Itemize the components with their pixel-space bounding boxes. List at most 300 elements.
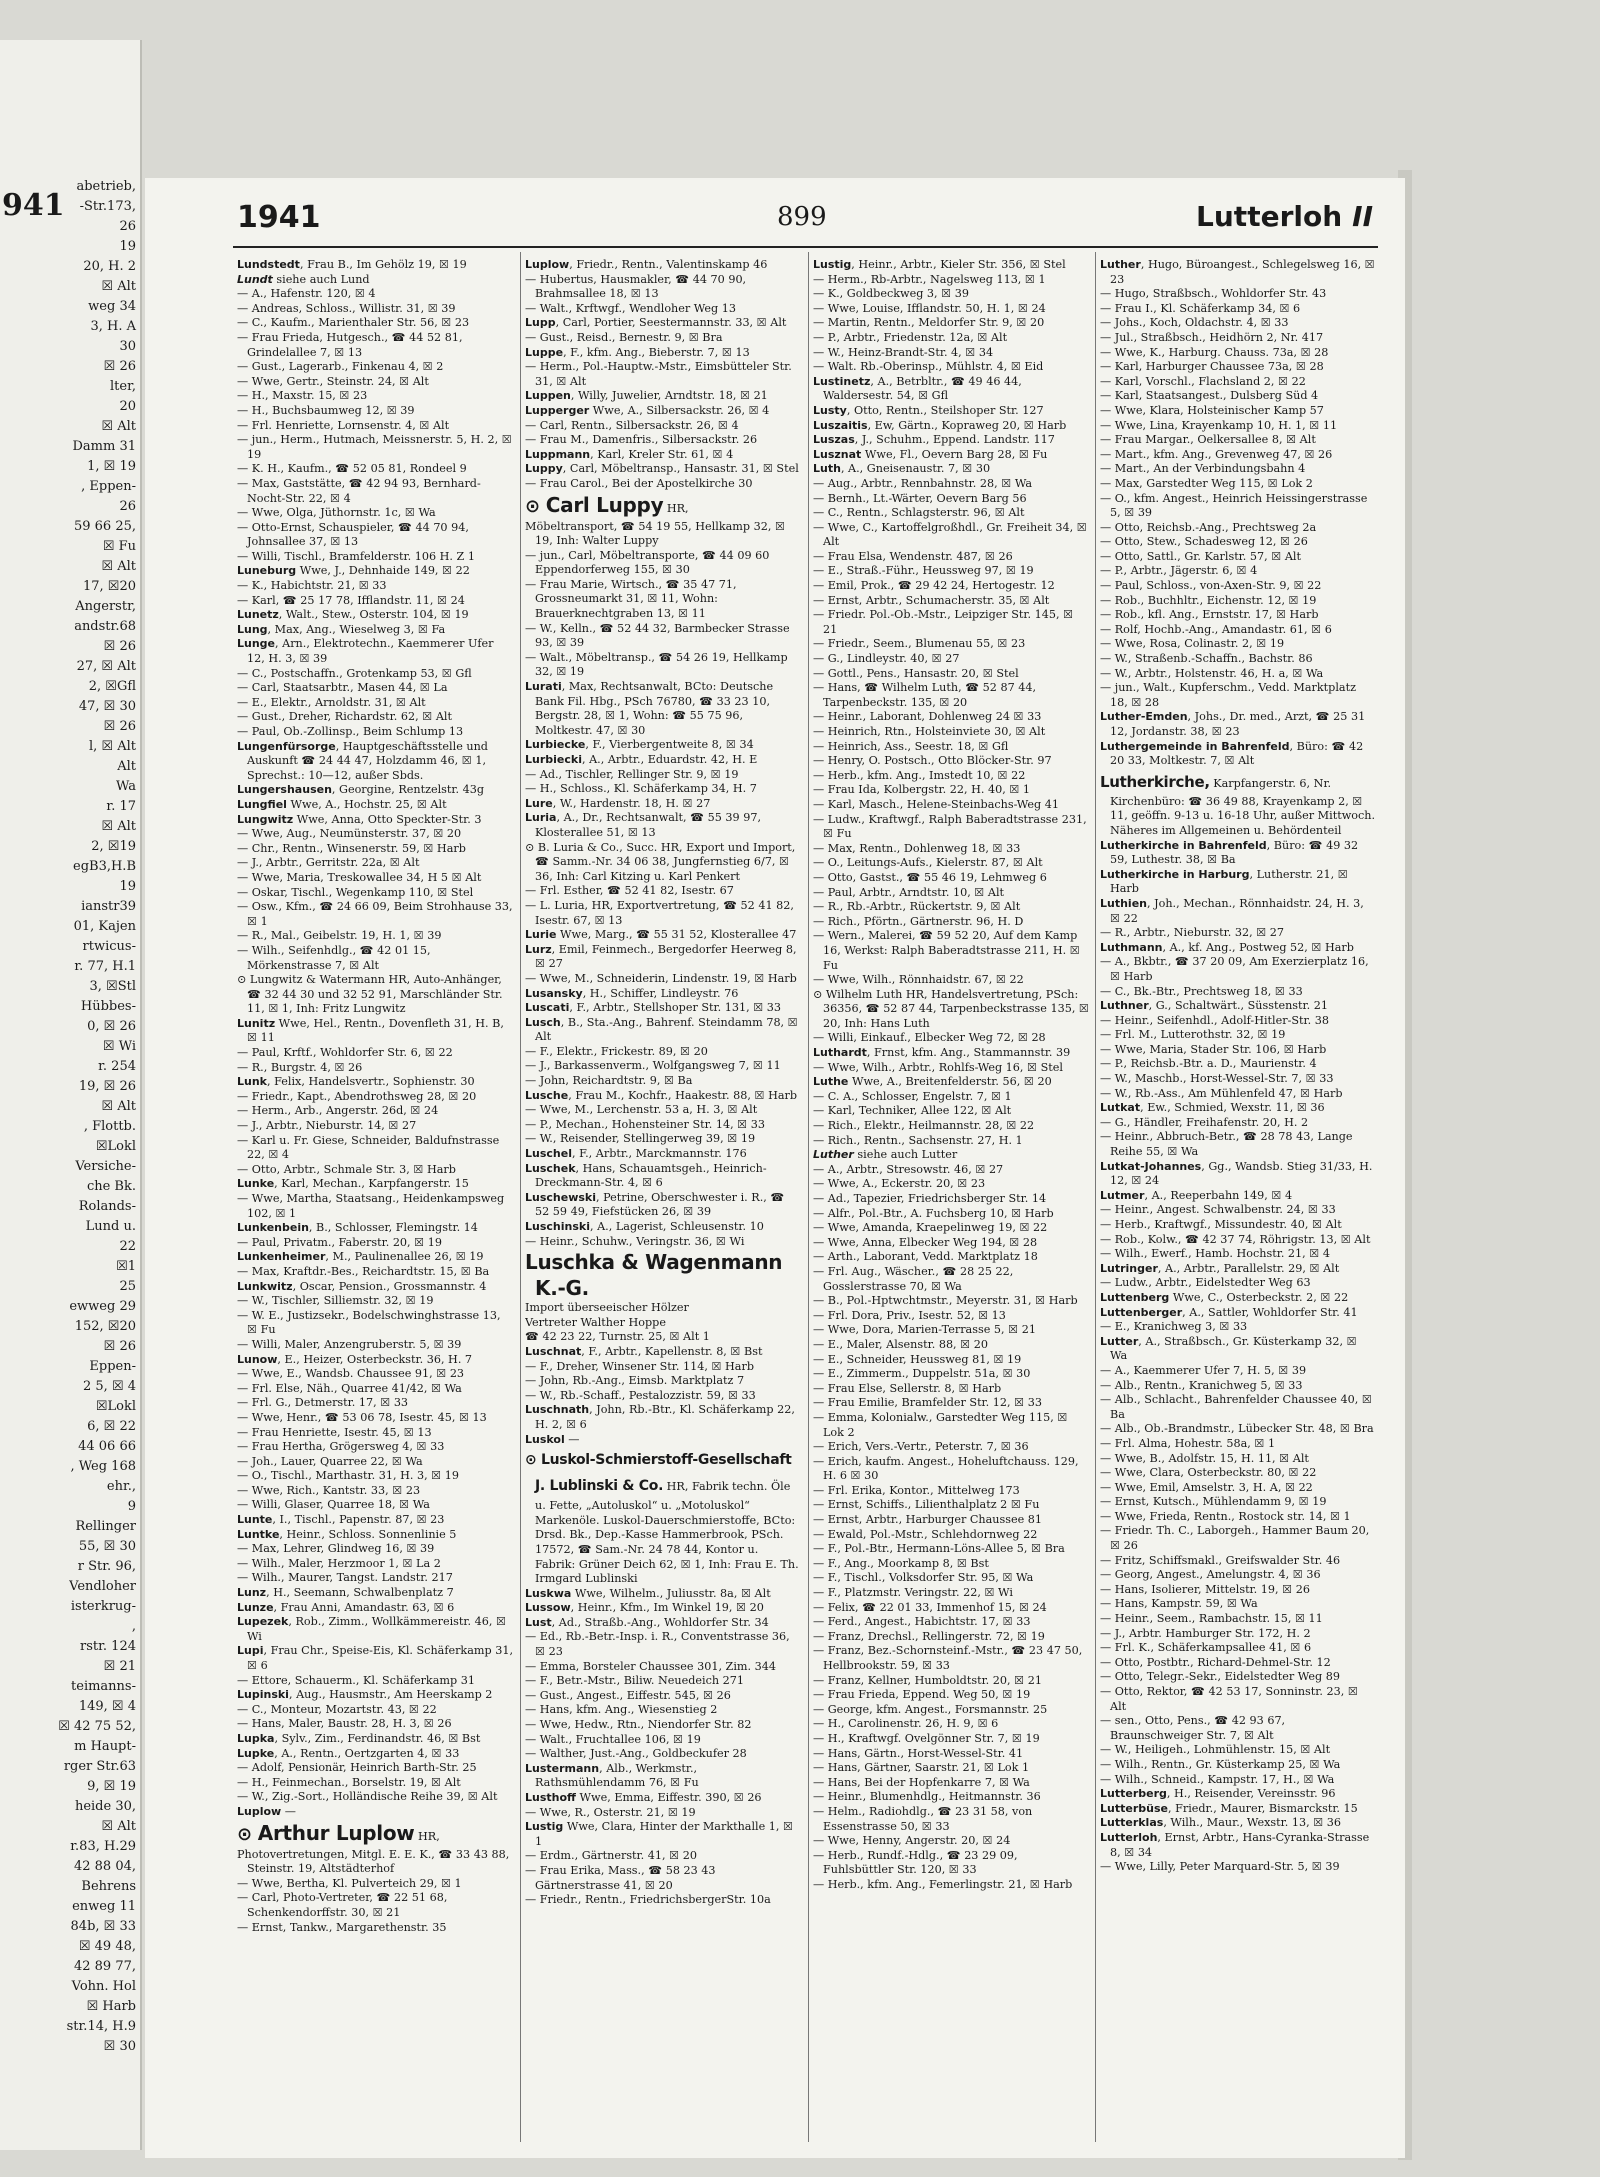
directory-entry: — Herm., Arb., Angerstr. 26d, ☒ 24 — [237, 1104, 439, 1118]
directory-entry: — Carl, Photo-Vertreter, ☎ 22 51 68, Schenkendorffstr. 30, ☒ 21 — [237, 1891, 448, 1919]
column-3 — [813, 258, 1089, 2138]
directory-entry: Luschinski, A., Lagerist, Schleusenstr. 10 — [525, 1220, 764, 1233]
previous-page-line: 42 89 77, — [73, 1959, 136, 1974]
directory-entry: — W., Zig.-Sort., Holländische Reihe 39, ☒ Alt — [237, 1790, 498, 1804]
directory-entry: — Frau Hertha, Grögersweg 4, ☒ 33 — [237, 1440, 445, 1454]
section-label: II — [1352, 200, 1373, 233]
directory-entry: — C., Postschaffn., Grotenkamp 53, ☒ Gfl — [237, 666, 472, 680]
directory-entry: — Herb., Kraftwgf., Missundestr. 40, ☒ Alt — [1100, 1218, 1342, 1231]
directory-entry: — Willi, Glaser, Quarree 18, ☒ Wa — [237, 1498, 430, 1512]
previous-page-line: 30 — [119, 339, 136, 354]
directory-entry: — C., Rentn., Schlagsterstr. 96, ☒ Alt — [813, 506, 1025, 520]
page-header — [237, 200, 1373, 250]
directory-entry: — P., Mechan., Hohensteiner Str. 14, ☒ 33 — [525, 1117, 766, 1131]
directory-entry: — Adolf, Pensionär, Heinrich Barth-Str. 25 — [237, 1761, 477, 1775]
directory-entry: — Karl, Harburger Chaussee 73a, ☒ 28 — [1100, 360, 1324, 374]
directory-entry: Luschnat, F., Arbtr., Kapellenstr. 8, ☒ Bst — [525, 1344, 763, 1358]
column-4 — [1100, 258, 1376, 2138]
directory-entry: Lunitz Wwe, Hel., Rentn., Dovenfleth 31, H. B, ☒ 11 — [237, 1016, 504, 1045]
directory-entry: — P., Arbtr., Jägerstr. 6, ☒ 4 — [1100, 564, 1258, 578]
directory-entry: ☎ 42 23 22, Turnstr. 25, ☒ Alt 1 — [525, 1330, 710, 1344]
directory-entry: — F., Ang., Moorkamp 8, ☒ Bst — [813, 1556, 989, 1570]
directory-entry: — Karl, Vorschl., Flachsland 2, ☒ 22 — [1100, 374, 1306, 388]
directory-entry: — Ad., Tapezier, Friedrichsberger Str. 14 — [813, 1192, 1047, 1205]
directory-entry: — jun., Carl, Möbeltransporte, ☎ 44 09 60 Eppendorferweg 155, ☒ 30 — [525, 548, 770, 577]
directory-entry: — Frau Emilie, Bramfelder Str. 12, ☒ 33 — [813, 1396, 1042, 1410]
directory-entry: — Alfr., Pol.-Btr., A. Fuchsberg 10, ☒ Harb — [813, 1206, 1054, 1220]
directory-entry: — Rich., Pförtn., Gärtnerstr. 96, H. D — [813, 914, 1024, 928]
previous-page-line: Wa — [116, 779, 136, 794]
directory-entry: — Wwe, A., Eckerstr. 20, ☒ 23 — [813, 1177, 986, 1191]
directory-page — [145, 178, 1405, 2158]
directory-entry: — W., Rb.-Schaff., Pestalozzistr. 59, ☒ 33 — [525, 1388, 756, 1402]
directory-entry: — Wilh., Rentn., Gr. Küsterkamp 25, ☒ Wa — [1100, 1757, 1341, 1771]
previous-page-line: ☒ 49 48, — [78, 1939, 136, 1954]
directory-entry: — Aug., Arbtr., Rennbahnstr. 28, ☒ Wa — [813, 476, 1033, 490]
directory-entry: — Hubertus, Hausmakler, ☎ 44 70 90, Brahmsallee 18, ☒ 13 — [525, 272, 747, 301]
directory-entry: — Walt., Fruchtallee 106, ☒ 19 — [525, 1732, 701, 1746]
directory-entry: — Wwe, M., Lerchenstr. 53 a, H. 3, ☒ Alt — [525, 1103, 758, 1117]
directory-entry: — Hans, Kampstr. 59, ☒ Wa — [1100, 1597, 1258, 1611]
directory-entry: — Ludw., Kraftwgf., Ralph Baberadtstrasse 231, ☒ Fu — [813, 812, 1087, 841]
previous-page-line: , Flottb. — [83, 1119, 136, 1134]
directory-entry: — A., Kaemmerer Ufer 7, H. 5, ☒ 39 — [1100, 1363, 1307, 1377]
directory-entry: Lunkwitz, Oscar, Pension., Grossmannstr. 4 — [237, 1279, 487, 1293]
directory-entry: — Heinr., Seifenhdl., Adolf-Hitler-Str. 38 — [1100, 1013, 1329, 1027]
directory-entry: — Karl, Staatsangest., Dulsberg Süd 4 — [1100, 389, 1319, 403]
previous-page-line: Behrens — [81, 1879, 136, 1894]
directory-entry: — A., Hafenstr. 120, ☒ 4 — [237, 287, 376, 301]
directory-entry: — Wwe, C., Kartoffelgroßhdl., Gr. Freiheit 34, ☒ Alt — [813, 520, 1087, 549]
directory-entry: Luther, Hugo, Büroangest., Schlegelsweg 16, ☒ 23 — [1100, 258, 1375, 286]
previous-page-line: 3, H. A — [90, 319, 136, 334]
directory-entry: Luplow, Friedr., Rentn., Valentinskamp 46 — [525, 258, 768, 271]
directory-entry: — Ad., Tischler, Rellinger Str. 9, ☒ 19 — [525, 767, 739, 781]
header-running-title — [1196, 200, 1373, 233]
directory-entry: — Wwe, E., Wandsb. Chaussee 91, ☒ 23 — [237, 1367, 465, 1381]
previous-page-line: ☒ 30 — [103, 2039, 136, 2054]
previous-page-line: r Str. 96, — [77, 1559, 136, 1574]
directory-entry: Möbeltransport, ☎ 54 19 55, Hellkamp 32, ☒ 19, Inh: Walter Luppy — [525, 519, 785, 548]
directory-entry: — Frau Elsa, Wendenstr. 487, ☒ 26 — [813, 549, 1013, 563]
directory-entry: — Ernst, Arbtr., Schumacherstr. 35, ☒ Alt — [813, 593, 1050, 607]
directory-entry: — Walther, Just.-Ang., Goldbeckufer 28 — [525, 1747, 747, 1761]
directory-entry: — Georg, Angest., Amelungstr. 4, ☒ 36 — [1100, 1568, 1321, 1582]
directory-entry: — Wilh., Seifenhdlg., ☎ 42 01 15, Mörkenstrasse 7, ☒ Alt — [237, 943, 431, 972]
directory-entry: — Wwe, Olga, Jüthornstr. 1c, ☒ Wa — [237, 506, 436, 520]
previous-page-line: rtwicus- — [82, 939, 136, 954]
directory-entry: — Paul, Schloss., von-Axen-Str. 9, ☒ 22 — [1100, 579, 1322, 593]
directory-entry: — Ernst, Tankw., Margarethenstr. 35 — [237, 1920, 447, 1934]
directory-entry: — Karl, Masch., Helene-Steinbachs-Weg 41 — [813, 797, 1059, 811]
directory-entry: — Frau M., Damenfris., Silbersackstr. 26 — [525, 433, 758, 447]
directory-entry: — Ernst, Schiffs., Lilienthalplatz 2 ☒ Fu — [813, 1498, 1040, 1512]
previous-page-line: ☒ Alt — [101, 559, 136, 574]
directory-entry: — Heinr., Abbruch-Betr., ☎ 28 78 43, Lange Reihe 55, ☒ Wa — [1100, 1130, 1353, 1159]
directory-entry: — Chr., Rentn., Winsenerstr. 59, ☒ Harb — [237, 841, 466, 855]
directory-entry: Lupperger Wwe, A., Silbersackstr. 26, ☒ 4 — [525, 403, 770, 417]
previous-page-line: 3, ☒Stl — [89, 979, 136, 994]
previous-page-line: l, ☒ Alt — [89, 739, 136, 754]
directory-entry: — Felix, ☎ 22 01 33, Immenhof 15, ☒ 24 — [813, 1600, 1047, 1614]
column-divider — [520, 252, 521, 2142]
directory-entry: — Hugo, Straßbsch., Wohldorfer Str. 43 — [1100, 287, 1327, 301]
directory-entry: — Hans, Gärtner, Saarstr. 21, ☒ Lok 1 — [813, 1761, 1030, 1775]
directory-entry: — Karl u. Fr. Giese, Schneider, Baldufnstrasse 22, ☒ 4 — [237, 1133, 500, 1162]
previous-page-line: rger Str.63 — [63, 1759, 136, 1774]
directory-entry: — E., Straß.-Führ., Heussweg 97, ☒ 19 — [813, 564, 1034, 578]
directory-entry: — R., Burgstr. 4, ☒ 26 — [237, 1060, 363, 1074]
directory-entry: — Paul, Privatm., Faberstr. 20, ☒ 19 — [237, 1235, 442, 1249]
directory-entry: — W., Rb.-Ass., Am Mühlenfeld 47, ☒ Harb — [1100, 1086, 1343, 1100]
directory-entry: — Max, Kraftdr.-Bes., Reichardtstr. 15, ☒ Ba — [237, 1264, 490, 1278]
directory-entry: — W., Straßenb.-Schaffn., Bachstr. 86 — [1100, 652, 1313, 666]
directory-entry: — Frl. Esther, ☎ 52 41 82, Isestr. 67 — [525, 884, 734, 898]
directory-entry: Lusznat Wwe, Fl., Oevern Barg 28, ☒ Fu — [813, 447, 1048, 461]
directory-entry: — John, Rb.-Ang., Eimsb. Marktplatz 7 — [525, 1374, 745, 1388]
directory-entry: — E., Kranichweg 3, ☒ 33 — [1100, 1320, 1248, 1334]
directory-entry: — Franz, Drechsl., Rellingerstr. 72, ☒ 19 — [813, 1629, 1045, 1643]
directory-entry: — Frl. Aug., Wäscher., ☎ 28 25 22, Gosslerstrasse 70, ☒ Wa — [813, 1264, 1014, 1293]
directory-entry: — Mart., kfm. Ang., Grevenweg 47, ☒ 26 — [1100, 447, 1333, 461]
directory-entry: Luthien, Joh., Mechan., Rönnhaidstr. 24, H. 3, ☒ 22 — [1100, 896, 1364, 925]
directory-entry: — Max, Rentn., Dohlenweg 18, ☒ 33 — [813, 841, 1021, 855]
directory-entry: — Wwe, Henny, Angerstr. 20, ☒ 24 — [813, 1834, 1011, 1848]
directory-entry: Luthergemeinde in Bahrenfeld, Büro: ☎ 42 20 33, Moltkestr. 7, ☒ Alt — [1100, 739, 1364, 768]
directory-entry: — Frau I., Kl. Schäferkamp 34, ☒ 6 — [1100, 301, 1301, 315]
previous-page-line: 19 — [119, 239, 136, 254]
directory-entry: Luther-Emden, Johs., Dr. med., Arzt, ☎ 25 31 12, Jordanstr. 38, ☒ 23 — [1100, 710, 1366, 738]
directory-entry: Lutringer, A., Arbtr., Parallelstr. 29, ☒ Alt — [1100, 1261, 1340, 1275]
previous-page-line: 27, ☒ Alt — [76, 659, 136, 674]
directory-entry: Lutterloh, Ernst, Arbtr., Hans-Cyranka-Strasse 8, ☒ 34 — [1100, 1830, 1370, 1859]
directory-entry: Vertreter Walther Hoppe — [525, 1315, 666, 1329]
directory-entry: — Otto, Rektor, ☎ 42 53 17, Sonninstr. 23, ☒ Alt — [1100, 1685, 1358, 1713]
directory-entry: Lungershausen, Georgine, Rentzelstr. 43g — [237, 783, 485, 797]
directory-entry: Luppen, Willy, Juwelier, Arndtstr. 18, ☒ 21 — [525, 389, 768, 403]
directory-entry: — Wwe, Hedw., Rtn., Niendorfer Str. 82 — [525, 1718, 752, 1732]
directory-entry: — Friedr. Pol.-Ob.-Mstr., Leipziger Str. 145, ☒ 21 — [813, 608, 1074, 636]
previous-page-line: 25 — [119, 1279, 136, 1294]
directory-entry: — Ludw., Arbtr., Eidelstedter Weg 63 — [1100, 1276, 1311, 1290]
previous-page-line: 59 66 25, — [73, 519, 136, 534]
directory-entry: — Herm., Pol.-Hauptw.-Mstr., Eimsbütteler Str. 31, ☒ Alt — [525, 360, 792, 388]
directory-entry: — K., Goldbeckweg 3, ☒ 39 — [813, 287, 969, 301]
directory-entry: — Heinr., Schuhw., Veringstr. 36, ☒ Wi — [525, 1234, 745, 1248]
directory-entry: — L. Luria, HR, Exportvertretung, ☎ 52 41 82, Isestr. 67, ☒ 13 — [525, 898, 794, 927]
column-2 — [525, 258, 801, 2138]
directory-entry: — Otto, Arbtr., Schmale Str. 3, ☒ Harb — [237, 1162, 456, 1176]
previous-page-line: 20, H. 2 — [83, 259, 136, 274]
directory-entry: Lustinetz, A., Betrbltr., ☎ 49 46 44, Waldersestr. 54, ☒ Gfl — [813, 374, 1022, 403]
directory-entry: — P., Reichsb.-Btr. a. D., Maurienstr. 4 — [1100, 1057, 1317, 1071]
previous-page-line: 42 88 04, — [73, 1859, 136, 1874]
directory-entry: — Alb., Schlacht., Bahrenfelder Chaussee 40, ☒ Ba — [1100, 1393, 1372, 1421]
directory-entry: Luszas, J., Schuhm., Eppend. Landstr. 117 — [813, 433, 1055, 447]
directory-entry: — P., Arbtr., Friedenstr. 12a, ☒ Alt — [813, 330, 1008, 344]
directory-entry: — Friedr., Kapt., Abendrothsweg 28, ☒ 20 — [237, 1089, 477, 1103]
directory-entry: Luppe, F., kfm. Ang., Bieberstr. 7, ☒ 13 — [525, 345, 750, 359]
previous-page-line: r.83, H.29 — [70, 1839, 136, 1854]
previous-page-line: ☒ 26 — [103, 719, 136, 734]
directory-entry: — Frau Frieda, Hutgesch., ☎ 44 52 81, Grindelallee 7, ☒ 13 — [237, 330, 463, 359]
directory-entry: — Jul., Straßbsch., Heidhörn 2, Nr. 417 — [1100, 330, 1324, 344]
directory-entry: Lundstedt, Frau B., Im Gehölz 19, ☒ 19 — [237, 258, 467, 271]
directory-entry: Lutkat, Ew., Schmied, Wexstr. 11, ☒ 36 — [1100, 1101, 1325, 1115]
directory-entry: Luschka & Wagenmann K.-G. — [525, 1250, 783, 1301]
previous-page-line: 2 5, ☒ 4 — [83, 1379, 136, 1394]
directory-entry: — Wwe, Anna, Elbecker Weg 194, ☒ 28 — [813, 1235, 1038, 1249]
previous-page-line: 9, ☒ 19 — [87, 1779, 136, 1794]
previous-page-line: r. 77, H.1 — [74, 959, 136, 974]
previous-page-line: 44 06 66 — [78, 1439, 136, 1454]
directory-entry: — Erich, kaufm. Angest., Hoheluftchauss. 129, H. 6 ☒ 30 — [813, 1454, 1079, 1483]
directory-entry: — C., Kaufm., Marienthaler Str. 56, ☒ 23 — [237, 316, 470, 330]
directory-entry: Lutterklas, Wilh., Maur., Wexstr. 13, ☒ 36 — [1100, 1816, 1342, 1830]
previous-page-line: ☒1 — [116, 1259, 136, 1274]
directory-entry: — Wwe, Wilh., Arbtr., Rohlfs-Weg 16, ☒ Stel — [813, 1060, 1063, 1074]
previous-page-line: heide 30, — [74, 1799, 136, 1814]
directory-entry: — Herm., Rb-Arbtr., Nagelsweg 113, ☒ 1 — [813, 272, 1046, 286]
directory-entry: — Wwe, R., Osterstr. 21, ☒ 19 — [525, 1805, 696, 1819]
directory-entry: Lutterberg, H., Reisender, Vereinsstr. 96 — [1100, 1787, 1336, 1801]
directory-entry: Lusche, Frau M., Kochfr., Haakestr. 88, ☒ Harb — [525, 1088, 798, 1102]
directory-entry: — Otto, Postbtr., Richard-Dehmel-Str. 12 — [1100, 1655, 1331, 1669]
directory-entry: Lupi, Frau Chr., Speise-Eis, Kl. Schäferkamp 31, ☒ 6 — [237, 1644, 513, 1672]
directory-entry: — Ed., Rb.-Betr.-Insp. i. R., Conventstrasse 36, ☒ 23 — [525, 1630, 790, 1659]
directory-entry: — Hans, Maler, Baustr. 28, H. 3, ☒ 26 — [237, 1717, 452, 1731]
directory-entry: — R., Rb.-Arbtr., Rückertstr. 9, ☒ Alt — [813, 900, 1021, 914]
directory-entry: — Wwe, Lina, Krayenkamp 10, H. 1, ☒ 11 — [1100, 418, 1338, 432]
previous-page-line: Alt — [117, 759, 136, 774]
directory-entry: — Emil, Prok., ☎ 29 42 24, Hertogestr. 12 — [813, 579, 1055, 593]
directory-entry: — Wwe, Rich., Kantstr. 33, ☒ 23 — [237, 1483, 421, 1497]
directory-entry: Lutherkirche in Bahrenfeld, Büro: ☎ 49 32 59, Luthestr. 38, ☒ Ba — [1100, 838, 1359, 867]
directory-entry: — Ferd., Angest., Habichtstr. 17, ☒ 33 — [813, 1615, 1031, 1629]
previous-page-line: lter, — [110, 379, 136, 394]
directory-entry: — Wwe, Rosa, Colinastr. 2, ☒ 19 — [1100, 637, 1285, 651]
directory-entry: — E., Maler, Alsenstr. 88, ☒ 20 — [813, 1337, 988, 1351]
directory-entry: Lutterbüse, Friedr., Maurer, Bismarckstr. 15 — [1100, 1801, 1358, 1815]
directory-entry: Lussow, Heinr., Kfm., Im Winkel 19, ☒ 20 — [525, 1601, 764, 1615]
directory-entry: Lurz, Emil, Feinmech., Bergedorfer Heerweg 8, ☒ 27 — [525, 942, 797, 971]
directory-entry: Lunetz, Walt., Stew., Osterstr. 104, ☒ 19 — [237, 608, 469, 622]
directory-entry: — Franz, Bez.-Schornsteinf.-Mstr., ☎ 23 47 50, Hellbrookstr. 59, ☒ 33 — [813, 1644, 1083, 1672]
directory-entry: — Frl. G., Detmerstr. 17, ☒ 33 — [237, 1396, 409, 1410]
previous-page-line: , Eppen- — [81, 479, 136, 494]
previous-page-line: ☒ 21 — [103, 1659, 136, 1674]
directory-entry: — K. H., Kaufm., ☎ 52 05 81, Rondeel 9 — [237, 462, 467, 476]
directory-entry: Lunge, Arn., Elektrotechn., Kaemmerer Ufer 12, H. 3, ☒ 39 — [237, 637, 494, 666]
column-divider — [1095, 252, 1096, 2142]
previous-page-line: , — [131, 1619, 136, 1634]
previous-page-line: ☒ Alt — [101, 419, 136, 434]
directory-entry: Lutmer, A., Reeperbahn 149, ☒ 4 — [1100, 1188, 1293, 1202]
directory-entry: — H., Maxstr. 15, ☒ 23 — [237, 389, 368, 403]
directory-entry: Lurati, Max, Rechtsanwalt, BCto: Deutsche Bank Fil. Hbg., PSch 76780, ☎ 33 23 10, Bergstr. 28, ☒ 1, Wohn: ☎ 55 75 96, Moltkestr. 47, ☒ 30 — [525, 680, 774, 737]
directory-entry: Lusty, Otto, Rentn., Steilshoper Str. 127 — [813, 403, 1044, 417]
directory-entry: — Max, Garstedter Weg 115, ☒ Lok 2 — [1100, 476, 1313, 490]
column-1 — [237, 258, 513, 2138]
previous-page-line: 84b, ☒ 33 — [70, 1919, 136, 1934]
directory-entry: Luthmann, A., kf. Ang., Postweg 52, ☒ Harb — [1100, 940, 1354, 954]
directory-entry: — Wwe, Amanda, Kraepelinweg 19, ☒ 22 — [813, 1221, 1048, 1235]
directory-entry: Lung, Max, Ang., Wieselweg 3, ☒ Fa — [237, 622, 446, 636]
directory-entry: — Wwe, Dora, Marien-Terrasse 5, ☒ 21 — [813, 1323, 1036, 1337]
directory-entry: ⊙ Lungwitz & Watermann HR, Auto-Anhänger, ☎ 32 44 30 und 32 52 91, Marschländer Str. 11, ☒ 1, Inh: Fritz Lungwitz — [237, 973, 503, 1016]
previous-page-line: teimanns- — [71, 1679, 136, 1694]
directory-entry: — Gust., Lagerarb., Finkenau 4, ☒ 2 — [237, 360, 444, 374]
directory-entry: — F., Platzmstr. Veringstr. 22, ☒ Wi — [813, 1586, 1013, 1600]
directory-entry: — C. A., Schlosser, Engelstr. 7, ☒ 1 — [813, 1089, 1012, 1103]
directory-entry: Lusch, B., Sta.-Ang., Bahrenf. Steindamm 78, ☒ Alt — [525, 1015, 798, 1044]
directory-entry: — Carl, Staatsarbtr., Masen 44, ☒ La — [237, 681, 448, 695]
directory-entry: — E., Schneider, Heussweg 81, ☒ 19 — [813, 1352, 1022, 1366]
previous-page-line: 22 — [119, 1239, 136, 1254]
previous-page-line: 47, ☒ 30 — [78, 699, 136, 714]
directory-entry: — H., Kraftwgf. Ovelgönner Str. 7, ☒ 19 — [813, 1731, 1040, 1745]
previous-page-line: andstr.68 — [74, 619, 136, 634]
directory-entry: — Wwe, Aug., Neumünsterstr. 37, ☒ 20 — [237, 827, 462, 841]
directory-entry: — Gust., Dreher, Richardstr. 62, ☒ Alt — [237, 710, 452, 724]
directory-entry: Luntke, Heinr., Schloss. Sonnenlinie 5 — [237, 1527, 457, 1541]
directory-entry: — W., Heinz-Brandt-Str. 4, ☒ 34 — [813, 345, 994, 359]
directory-entry: Luttenberger, A., Sattler, Wohldorfer Str. 41 — [1100, 1305, 1358, 1319]
directory-entry: — Frl. K., Schäferkampsallee 41, ☒ 6 — [1100, 1641, 1312, 1655]
directory-entry: — Herb., kfm. Ang., Femerlingstr. 21, ☒ Harb — [813, 1877, 1073, 1891]
directory-entry: — Otto, Stew., Schadesweg 12, ☒ 26 — [1100, 535, 1308, 549]
directory-entry: Lupke, A., Rentn., Oertzgarten 4, ☒ 33 — [237, 1746, 460, 1760]
directory-entry: — Heinr., Blumenhdlg., Heitmannstr. 36 — [813, 1790, 1041, 1804]
directory-entry: Lupezek, Rob., Zimm., Wollkämmereistr. 46, ☒ Wi — [237, 1615, 507, 1643]
previous-page-line: ☒ 42 75 52, — [58, 1719, 136, 1734]
directory-entry: Lunk, Felix, Handelsvertr., Sophienstr. 30 — [237, 1075, 475, 1089]
directory-entry: Luppy, Carl, Möbeltransp., Hansastr. 31, ☒ Stel — [525, 462, 799, 476]
directory-entry: Lupinski, Aug., Hausmstr., Am Heerskamp 2 — [237, 1688, 493, 1702]
directory-entry: — Wilh., Schneid., Kampstr. 17, H., ☒ Wa — [1100, 1772, 1335, 1786]
directory-entry: — Otto, Gastst., ☎ 55 46 19, Lehmweg 6 — [813, 870, 1047, 884]
directory-entry: — Wilh., Ewerf., Hamb. Hochstr. 21, ☒ 4 — [1100, 1247, 1330, 1261]
directory-entry: — Heinr., Seem., Rambachstr. 15, ☒ 11 — [1100, 1612, 1323, 1626]
directory-entry: — Erdm., Gärtnerstr. 41, ☒ 20 — [525, 1849, 697, 1863]
directory-entry: — Wwe, Klara, Holsteinischer Kamp 57 — [1100, 403, 1324, 417]
directory-entry: — Wilh., Maurer, Tangst. Landstr. 217 — [237, 1571, 453, 1585]
directory-entry: — Rich., Elektr., Heilmannstr. 28, ☒ 22 — [813, 1119, 1035, 1133]
previous-page-line: rstr. 124 — [80, 1639, 136, 1654]
previous-page-line: -Str.173, — [79, 199, 136, 214]
directory-entry: — Walt., Möbeltransp., ☎ 54 26 19, Hellkamp 32, ☒ 19 — [525, 650, 788, 679]
directory-entry: Import überseeischer Hölzer — [525, 1301, 689, 1315]
directory-entry: Lunte, I., Tischl., Papenstr. 87, ☒ 23 — [237, 1513, 445, 1527]
previous-page-line: r. 254 — [98, 1059, 136, 1074]
directory-entry: — K., Habichtstr. 21, ☒ 33 — [237, 579, 387, 593]
previous-page-line: 19, ☒ 26 — [78, 1079, 136, 1094]
directory-entry: — F., Dreher, Winsener Str. 114, ☒ Harb — [525, 1359, 754, 1373]
directory-entry: — Otto-Ernst, Schauspieler, ☎ 44 70 94, Johnsallee 37, ☒ 13 — [237, 520, 469, 549]
directory-entry: Luthe Wwe, A., Breitenfelderstr. 56, ☒ 20 — [813, 1075, 1052, 1089]
directory-entry: — O., kfm. Angest., Heinrich Heissingerstrasse 5, ☒ 39 — [1100, 491, 1368, 520]
directory-entry: — W., Arbtr., Holstenstr. 46, H. a, ☒ Wa — [1100, 666, 1324, 680]
directory-entry: — Frau Carol., Bei der Apostelkirche 30 — [525, 476, 753, 490]
directory-entry: — R., Mal., Geibelstr. 19, H. 1, ☒ 39 — [237, 929, 442, 943]
directory-entry: — A., Bkbtr., ☎ 37 20 09, Am Exerzierplatz 16, ☒ Harb — [1100, 955, 1369, 983]
previous-page-line: 55, ☒ 30 — [78, 1539, 136, 1554]
directory-entry: — J., Arbtr., Gerritstr. 22a, ☒ Alt — [237, 856, 420, 870]
previous-page-line: 1, ☒ 19 — [87, 459, 136, 474]
directory-entry: — G., Händler, Freihafenstr. 20, H. 2 — [1100, 1115, 1309, 1129]
directory-entry: — Wern., Malerei, ☎ 59 52 20, Auf dem Kamp 16, Werkst: Ralph Baberadtstrasse 211, H. ☒ Fu — [813, 929, 1080, 972]
previous-page-line: Hübbes- — [80, 999, 136, 1014]
directory-entry: — Frl. Erika, Kontor., Mittelweg 173 — [813, 1483, 1020, 1497]
previous-page-title: 941 — [2, 188, 65, 223]
directory-entry: — Fritz, Schiffsmakl., Greifswalder Str. 46 — [1100, 1553, 1341, 1567]
directory-entry: — Gust., Angest., Eiffestr. 545, ☒ 26 — [525, 1688, 731, 1702]
directory-entry: ⊙ Wilhelm Luth HR, Handelsvertretung, PSch: 36356, ☎ 52 87 44, Tarpenbeckstrasse 135, ☒ 20, Inh: Hans Luth — [813, 987, 1089, 1030]
previous-page-line: ☒ 26 — [103, 1339, 136, 1354]
header-rule — [233, 246, 1378, 248]
directory-entry: — Ernst, Arbtr., Harburger Chaussee 81 — [813, 1513, 1043, 1527]
directory-entry: — Ernst, Kutsch., Mühlendamm 9, ☒ 19 — [1100, 1495, 1327, 1509]
directory-entry: Luszaitis, Ew, Gärtn., Kopraweg 20, ☒ Harb — [813, 418, 1067, 432]
directory-entry: — Joh., Lauer, Quarree 22, ☒ Wa — [237, 1454, 423, 1468]
directory-entry: — Oskar, Tischl., Wegenkamp 110, ☒ Stel — [237, 885, 474, 899]
directory-entry: — F., Betr.-Mstr., Biliw. Neuedeich 271 — [525, 1674, 744, 1688]
directory-entry: — Martin, Rentn., Meldorfer Str. 9, ☒ 20 — [813, 316, 1045, 330]
directory-entry: — J., Arbtr., Nieburstr. 14, ☒ 27 — [237, 1119, 417, 1133]
directory-entry: — Ewald, Pol.-Mstr., Schlehdornweg 22 — [813, 1527, 1038, 1541]
directory-entry: — Frau Else, Sellerstr. 8, ☒ Harb — [813, 1381, 1002, 1395]
directory-entry: Lutkat-Johannes, Gg., Wandsb. Stieg 31/33, H. 12, ☒ 24 — [1100, 1159, 1373, 1188]
header-year: 1941 — [237, 200, 321, 235]
directory-entry: — W., Kelln., ☎ 52 44 32, Barmbecker Strasse 93, ☒ 39 — [525, 621, 790, 650]
directory-entry: Lutherkirche, Karpfangerstr. 6, Nr. Kirchenbüro: ☎ 36 49 88, Krayenkamp 2, ☒ 11, geöffn. 9-13 u. 16-18 Uhr, außer Mittwoch. Näheres im Allgemeinen u. Behördenteil — [1100, 772, 1376, 837]
previous-page-line: 17, ☒20 — [82, 579, 136, 594]
previous-page-line: ☒ 26 — [103, 639, 136, 654]
directory-entry: — John, Reichardtstr. 9, ☒ Ba — [525, 1074, 693, 1088]
directory-entry: — F., Pol.-Btr., Hermann-Löns-Allee 5, ☒ Bra — [813, 1542, 1065, 1556]
previous-page-line: Rolands- — [78, 1199, 136, 1214]
directory-entry: Lusansky, H., Schiffer, Lindleystr. 76 — [525, 986, 739, 1000]
previous-page-line: ☒ Fu — [102, 539, 136, 554]
directory-entry: — F., Elektr., Frickestr. 89, ☒ 20 — [525, 1044, 708, 1058]
directory-entry: — Otto, Telegr.-Sekr., Eidelstedter Weg 89 — [1100, 1670, 1340, 1684]
directory-entry: — Otto, Reichsb.-Ang., Prechtsweg 2a — [1100, 520, 1317, 534]
directory-entry: Lustig Wwe, Clara, Hinter der Markthalle 1, ☒ 1 — [525, 1820, 794, 1848]
directory-entry: — Wwe, Frieda, Rentn., Rostock str. 14, ☒ 1 — [1100, 1509, 1351, 1523]
directory-entry: — jun., Herm., Hutmach, Meissnerstr. 5, H. 2, ☒ 19 — [237, 433, 512, 461]
directory-entry: Lustig, Heinr., Arbtr., Kieler Str. 356, ☒ Stel — [813, 258, 1066, 271]
directory-entry: — Frl. M., Lutterothstr. 32, ☒ 19 — [1100, 1028, 1286, 1042]
directory-entry: Lurie Wwe, Marg., ☎ 55 31 52, Klosterallee 47 — [525, 928, 797, 942]
directory-entry: — H., Carolinenstr. 26, H. 9, ☒ 6 — [813, 1717, 999, 1731]
directory-entry: Luschnath, John, Rb.-Btr., Kl. Schäferkamp 22, H. 2, ☒ 6 — [525, 1403, 795, 1431]
directory-entry: — Frau Ida, Kolbergstr. 22, H. 40, ☒ 1 — [813, 783, 1031, 797]
directory-entry: — H., Buchsbaumweg 12, ☒ 39 — [237, 403, 415, 417]
directory-entry: — Rob., Kolw., ☎ 42 37 74, Röhrigstr. 13, ☒ Alt — [1100, 1232, 1371, 1246]
directory-entry: — Friedr. Th. C., Laborgeh., Hammer Baum 20, ☒ 26 — [1100, 1524, 1370, 1553]
directory-entry: Luscati, F., Arbtr., Stellshoper Str. 131, ☒ 33 — [525, 1001, 782, 1015]
previous-page-line: 152, ☒20 — [74, 1319, 136, 1334]
directory-entry: — W., Heiligeh., Lohmühlenstr. 15, ☒ Alt — [1100, 1743, 1331, 1757]
directory-entry: Luneburg Wwe, J., Dehnhaide 149, ☒ 22 — [237, 564, 470, 578]
directory-entry: — W., Tischler, Silliemstr. 32, ☒ 19 — [237, 1294, 434, 1308]
directory-entry: — Max, Lehrer, Glindweg 16, ☒ 39 — [237, 1542, 435, 1556]
directory-entry: Luthardt, Frnst, kfm. Ang., Stammannstr. 39 — [813, 1046, 1071, 1060]
directory-entry: — Friedr., Rentn., FriedrichsbergerStr. 10a — [525, 1893, 771, 1907]
directory-entry: — Wwe, Bertha, Kl. Pulverteich 29, ☒ 1 — [237, 1876, 462, 1890]
directory-entry: Lundt siehe auch Lund — [237, 272, 370, 286]
previous-page-line: 2, ☒Gfl — [88, 679, 136, 694]
